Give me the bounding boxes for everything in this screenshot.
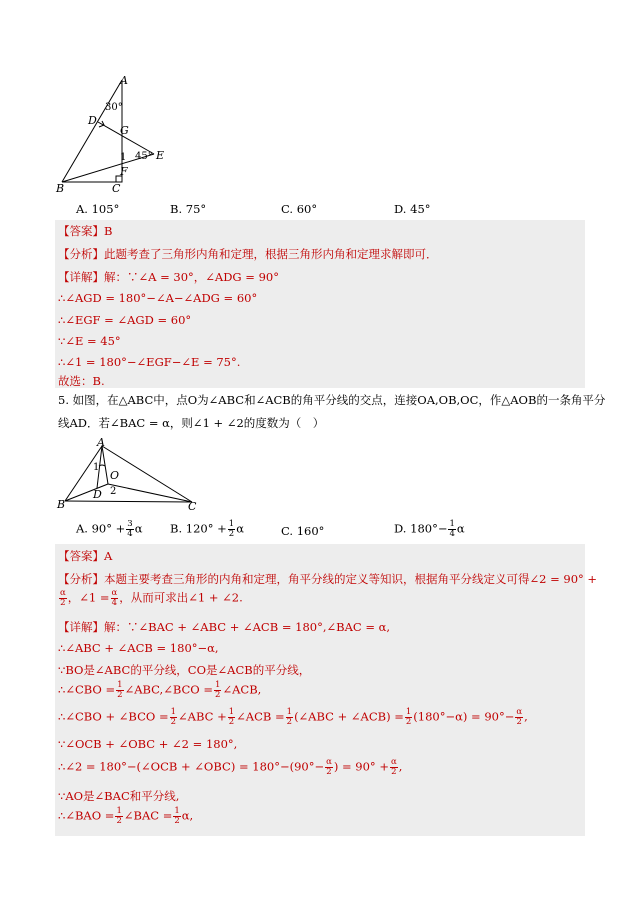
fig1-label-B: B bbox=[56, 182, 65, 195]
q5-stem-line1: 5. 如图，在△ABC中，点O为∠ABC和∠ACB的角平分线的交点，连接OA,OB,OC，作△AOB的一条角平分 bbox=[58, 393, 606, 407]
fig1-label-F: F bbox=[120, 165, 128, 178]
fig1-label-D: D bbox=[88, 114, 97, 127]
q4-answer-label: 【答案】B bbox=[58, 224, 113, 238]
q5-analysis-line1: 【分析】本题主要考查三角形的内角和定理，角平分线的定义等知识，根据角平分线定义可得∠2 = 90° + bbox=[58, 572, 598, 586]
q5-detail-line: ∴∠2 = 180°−(∠OCB + ∠OBC) = 180°−(90°− $\frac{\alpha}{2}$ ) = 90° + $\frac{\alpha}{2}$ , bbox=[58, 757, 403, 777]
q4-option-d: D. 45° bbox=[394, 202, 431, 216]
fig2-label-D: D bbox=[93, 488, 102, 501]
q5-answer-label: 【答案】A bbox=[58, 549, 113, 563]
fig2-angle-1: 1 bbox=[93, 462, 100, 473]
fig1-label-G: G bbox=[120, 124, 129, 137]
q5-detail-line: ∴∠ABC + ∠ACB = 180°−α, bbox=[58, 641, 219, 655]
fig1-angle-30: 30° bbox=[105, 102, 123, 113]
q4-detail-line: ∵∠E = 45° bbox=[58, 334, 121, 348]
q5-option-c: C. 160° bbox=[281, 524, 325, 538]
figure-triangle-2 bbox=[55, 436, 205, 516]
fig2-angle-2: 2 bbox=[110, 486, 117, 497]
q4-detail-line: 故选：B. bbox=[58, 374, 105, 388]
figure-triangle-1 bbox=[50, 72, 180, 197]
fig1-label-E: E bbox=[156, 149, 165, 162]
q5-detail-line: ∴∠BAO = $\frac{1}{2}$ ∠BAC = $\frac{1}{2}$ α, bbox=[58, 806, 194, 826]
fig1-angle-1: 1 bbox=[120, 152, 127, 163]
q4-answer-block bbox=[55, 220, 585, 388]
q4-analysis: 【分析】此题考查了三角形内角和定理，根据三角形内角和定理求解即可． bbox=[58, 247, 438, 261]
fig2-label-O: O bbox=[110, 469, 120, 482]
q4-detail-line: ∴∠EGF = ∠AGD = 60° bbox=[58, 313, 192, 327]
q4-detail-line: ∴∠AGD = 180°−∠A−∠ADG = 60° bbox=[58, 291, 258, 305]
q5-detail-line: 【详解】解：∵∠BAC + ∠ABC + ∠ACB = 180°,∠BAC = α, bbox=[58, 620, 391, 634]
q4-detail-line: ∴∠1 = 180°−∠EGF−∠E = 75°. bbox=[58, 355, 241, 369]
q5-stem-line2: 线AD．若∠BAC = α，则∠1 + ∠2的度数为（ ） bbox=[58, 416, 325, 430]
q5-detail-line: ∴∠CBO = $\frac{1}{2}$ ∠ABC,∠BCO = $\frac{1}{2}$ ∠ACB, bbox=[58, 680, 262, 700]
q5-detail-line: ∵AO是∠BAC和平分线, bbox=[58, 789, 180, 803]
fig1-angle-45: 45° bbox=[135, 151, 153, 162]
fig1-label-C: C bbox=[112, 182, 121, 195]
q5-detail-line: ∵∠OCB + ∠OBC + ∠2 = 180°, bbox=[58, 737, 238, 751]
q5-option-d: D. 180°− $\frac{1}{4}$ α bbox=[394, 519, 465, 539]
q5-analysis-line2: $\frac{\alpha}{2}$ ，∠1 = $\frac{\alpha}{4}$ ，从而可求出∠1 + ∠2. bbox=[60, 588, 243, 608]
fig2-label-A: A bbox=[97, 436, 105, 449]
q4-option-a: A. 105° bbox=[76, 202, 120, 216]
q5-detail-line: ∴∠CBO + ∠BCO = $\frac{1}{2}$ ∠ABC + $\frac{1}{2}$ ∠ACB = $\frac{1}{2}$ (∠ABC + ∠ACB) = $\frac{1}{2}$ (180°−α) = 90°− $\frac{\alpha}{2}$ , bbox=[58, 707, 528, 727]
q5-detail-line: ∵BO是∠ABC的平分线，CO是∠ACB的平分线， bbox=[58, 663, 311, 677]
q5-answer-block bbox=[55, 544, 598, 836]
q5-option-a: A. 90° + $\frac{3}{4}$ α bbox=[76, 519, 143, 539]
fig2-label-C: C bbox=[188, 500, 197, 513]
q4-option-b: B. 75° bbox=[170, 202, 207, 216]
fig1-label-A: A bbox=[120, 74, 128, 87]
q5-option-b: B. 120° + $\frac{1}{2}$ α bbox=[170, 519, 244, 539]
q4-option-c: C. 60° bbox=[281, 202, 318, 216]
q4-detail-line: 【详解】解：∵∠A = 30°，∠ADG = 90° bbox=[58, 270, 279, 284]
fig2-label-B: B bbox=[57, 498, 66, 511]
